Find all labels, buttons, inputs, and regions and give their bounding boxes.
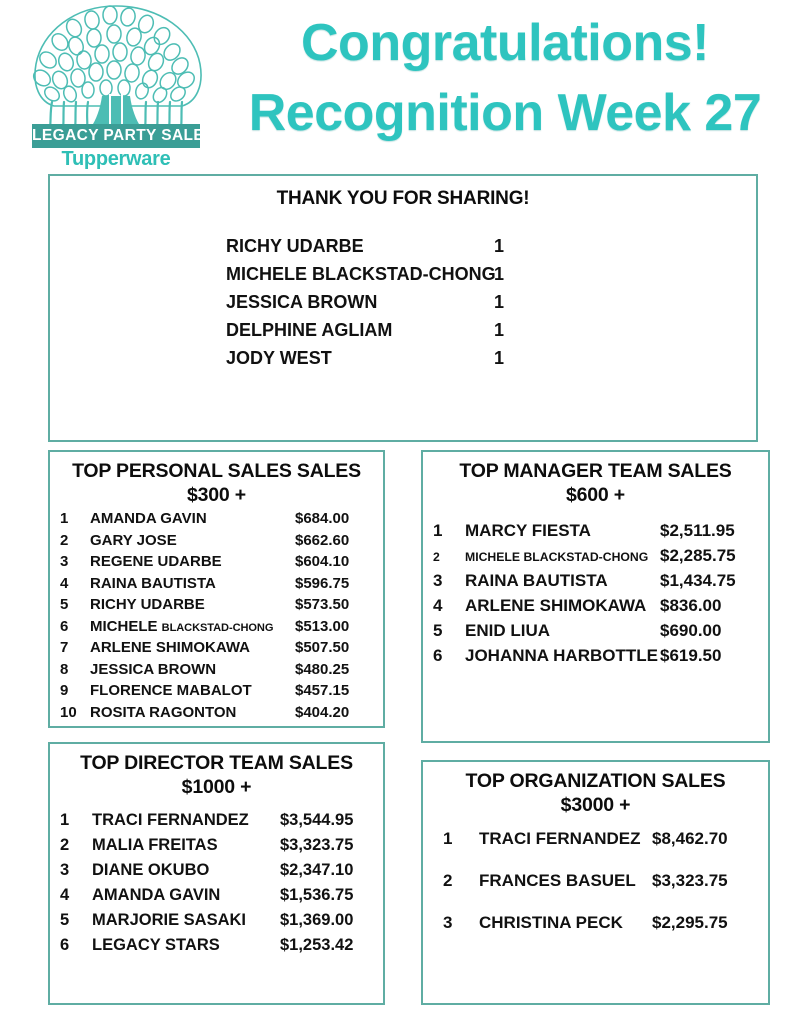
panel-thank-you-for-sharing [48, 174, 758, 442]
rank-amount: $404.20 [295, 703, 350, 721]
legacy-party-sales-logo [14, 2, 219, 170]
thanks-row [226, 236, 756, 264]
thanks-row [226, 292, 756, 320]
org-panel-title: TOP ORGANIZATION SALES [465, 770, 726, 792]
rank-row [433, 571, 762, 596]
rank-row [60, 886, 377, 911]
rank-number: 10 [60, 703, 77, 721]
thanks-row-count: 1 [494, 236, 505, 256]
thanks-panel-title: THANK YOU FOR SHARING! [276, 188, 530, 209]
rank-amount: $684.00 [295, 510, 350, 527]
thanks-row-name: DELPHINE AGLIAM [226, 320, 393, 340]
rank-row [60, 936, 377, 961]
rank-amount: $480.25 [295, 660, 350, 678]
rank-amount: $619.50 [660, 646, 722, 665]
rank-row [60, 639, 375, 661]
rank-name: JOHANNA HARBOTTLE [465, 646, 658, 665]
rank-name: ROSITA RAGONTON [90, 703, 237, 721]
rank-amount: $662.60 [295, 531, 350, 549]
page-header [0, 0, 795, 172]
rank-name: TRACI FERNANDEZ [92, 811, 249, 829]
rank-number: 2 [433, 550, 440, 564]
rank-row [60, 911, 377, 936]
personal-panel-title: TOP PERSONAL SALES SALES [72, 460, 361, 482]
rank-name: CHRISTINA PECK [479, 913, 623, 932]
rank-number: 6 [433, 646, 443, 665]
rank-amount: $836.00 [660, 596, 722, 615]
rank-row [433, 521, 762, 546]
rank-name: RAINA BAUTISTA [465, 571, 608, 590]
panel-top-director-team-sales [48, 742, 385, 1005]
rank-number: 2 [60, 836, 70, 854]
title-line-1: Congratulations! [301, 14, 709, 72]
rank-number: 6 [60, 617, 69, 635]
rank-row [60, 682, 375, 704]
rank-amount: $457.15 [295, 682, 350, 699]
rank-number: 7 [60, 639, 69, 656]
rank-row [433, 621, 762, 646]
rank-amount: $690.00 [660, 621, 722, 640]
rank-number: 6 [60, 936, 70, 954]
rank-name: JESSICA BROWN [90, 660, 217, 678]
rank-row [433, 646, 762, 671]
rank-name: MARCY FIESTA [465, 521, 591, 540]
rank-amount: $2,347.10 [280, 861, 354, 879]
rank-name-main: MICHELE [90, 617, 158, 635]
rank-row [60, 661, 375, 683]
rank-name: ARLENE SHIMOKAWA [465, 596, 647, 615]
rank-number: 1 [60, 811, 70, 829]
rank-amount: $573.50 [295, 596, 350, 613]
rank-number: 5 [60, 596, 69, 613]
rank-amount: $596.75 [295, 574, 350, 592]
thanks-row-count: 1 [494, 292, 505, 312]
thanks-row-name: RICHY UDARBE [226, 236, 364, 256]
org-panel-threshold: $3000 + [560, 794, 631, 816]
rank-amount: $3,544.95 [280, 811, 354, 829]
rank-row [60, 596, 375, 618]
rank-name: ARLENE SHIMOKAWA [90, 639, 251, 656]
rank-row [443, 913, 762, 955]
thanks-list [50, 236, 756, 376]
rank-amount: $8,462.70 [652, 829, 728, 848]
rank-row [60, 553, 375, 575]
rank-number: 3 [433, 571, 443, 590]
rank-row [60, 532, 375, 554]
rank-name: DIANE OKUBO [92, 861, 210, 879]
thanks-row [226, 264, 756, 292]
title-line-2: Recognition Week 27 [248, 84, 762, 142]
rank-number: 3 [60, 553, 69, 570]
rank-number: 1 [60, 510, 69, 527]
rank-amount: $513.00 [295, 617, 350, 635]
rank-row [433, 596, 762, 621]
thanks-row-count: 1 [494, 264, 505, 284]
rank-name: RICHY UDARBE [90, 596, 205, 613]
rank-name [84, 618, 295, 635]
page-title [225, 8, 785, 148]
rank-name: RAINA BAUTISTA [90, 574, 216, 592]
org-rank-list [423, 829, 768, 955]
director-rank-list [50, 811, 383, 961]
rank-number: 3 [60, 861, 70, 879]
rank-amount: $1,536.75 [280, 886, 354, 904]
rank-number: 1 [443, 829, 453, 848]
director-panel-title: TOP DIRECTOR TEAM SALES [80, 752, 353, 774]
panel-top-personal-sales [48, 450, 385, 728]
rank-amount: $1,253.42 [280, 936, 354, 954]
rank-row [60, 575, 375, 597]
rank-row [60, 704, 375, 726]
rank-amount: $1,369.00 [280, 911, 354, 929]
rank-row [443, 871, 762, 913]
rank-amount: $3,323.75 [652, 871, 728, 890]
rank-row [60, 811, 377, 836]
manager-panel-threshold: $600 + [566, 484, 625, 506]
thanks-row [226, 348, 756, 376]
thanks-row-name: MICHELE BLACKSTAD-CHONG [226, 264, 496, 284]
rank-number: 9 [60, 682, 69, 699]
thanks-row-count: 1 [494, 348, 505, 368]
manager-rank-list [423, 521, 768, 671]
rank-name: MICHELE BLACKSTAD-CHONG [465, 550, 649, 564]
rank-amount: $507.50 [295, 639, 350, 656]
rank-amount: $3,323.75 [280, 836, 354, 854]
rank-name: LEGACY STARS [92, 936, 220, 954]
rank-amount: $2,511.95 [660, 521, 735, 540]
rank-name: AMANDA GAVIN [90, 510, 207, 527]
rank-name: MARJORIE SASAKI [92, 911, 247, 929]
rank-name: GARY JOSE [90, 531, 177, 549]
panel-top-organization-sales [421, 760, 770, 1005]
rank-row [443, 829, 762, 871]
logo-brand-text: Tupperware [61, 148, 171, 170]
rank-row [60, 836, 377, 861]
rank-row [433, 546, 762, 571]
thanks-row-name: JODY WEST [226, 348, 332, 368]
rank-amount: $604.10 [295, 553, 350, 570]
rank-number: 4 [60, 886, 70, 904]
rank-row [60, 618, 375, 640]
rank-name: TRACI FERNANDEZ [479, 829, 641, 848]
manager-panel-title: TOP MANAGER TEAM SALES [459, 460, 732, 482]
rank-number: 5 [60, 911, 70, 929]
rank-row [60, 861, 377, 886]
rank-number: 4 [433, 596, 443, 615]
rank-amount: $2,285.75 [660, 546, 736, 565]
rank-name: ENID LIUA [465, 621, 550, 640]
rank-number: 2 [443, 871, 453, 890]
rank-number: 1 [433, 521, 443, 540]
rank-amount: $2,295.75 [652, 913, 728, 932]
logo-wordmark: LEGACY PARTY SALES [32, 124, 200, 148]
rank-row [60, 510, 375, 532]
rank-amount: $1,434.75 [660, 571, 736, 590]
thanks-row-name: JESSICA BROWN [226, 292, 378, 312]
rank-name: FLORENCE MABALOT [90, 682, 252, 699]
rank-number: 2 [60, 531, 69, 549]
rank-number: 8 [60, 660, 69, 678]
rank-number: 3 [443, 913, 453, 932]
personal-panel-threshold: $300 + [187, 484, 246, 506]
rank-name: AMANDA GAVIN [92, 886, 221, 904]
rank-name: FRANCES BASUEL [479, 871, 636, 890]
rank-name-suffix: BLACKSTAD-CHONG [161, 621, 274, 634]
rank-number: 5 [433, 621, 443, 640]
panel-top-manager-team-sales [421, 450, 770, 743]
rank-name: MALIA FREITAS [92, 836, 218, 854]
thanks-row [226, 320, 756, 348]
thanks-row-count: 1 [494, 320, 505, 340]
rank-number: 4 [60, 574, 69, 592]
rank-name: REGENE UDARBE [90, 553, 222, 570]
director-panel-threshold: $1000 + [181, 776, 252, 798]
personal-rank-list [50, 510, 383, 725]
